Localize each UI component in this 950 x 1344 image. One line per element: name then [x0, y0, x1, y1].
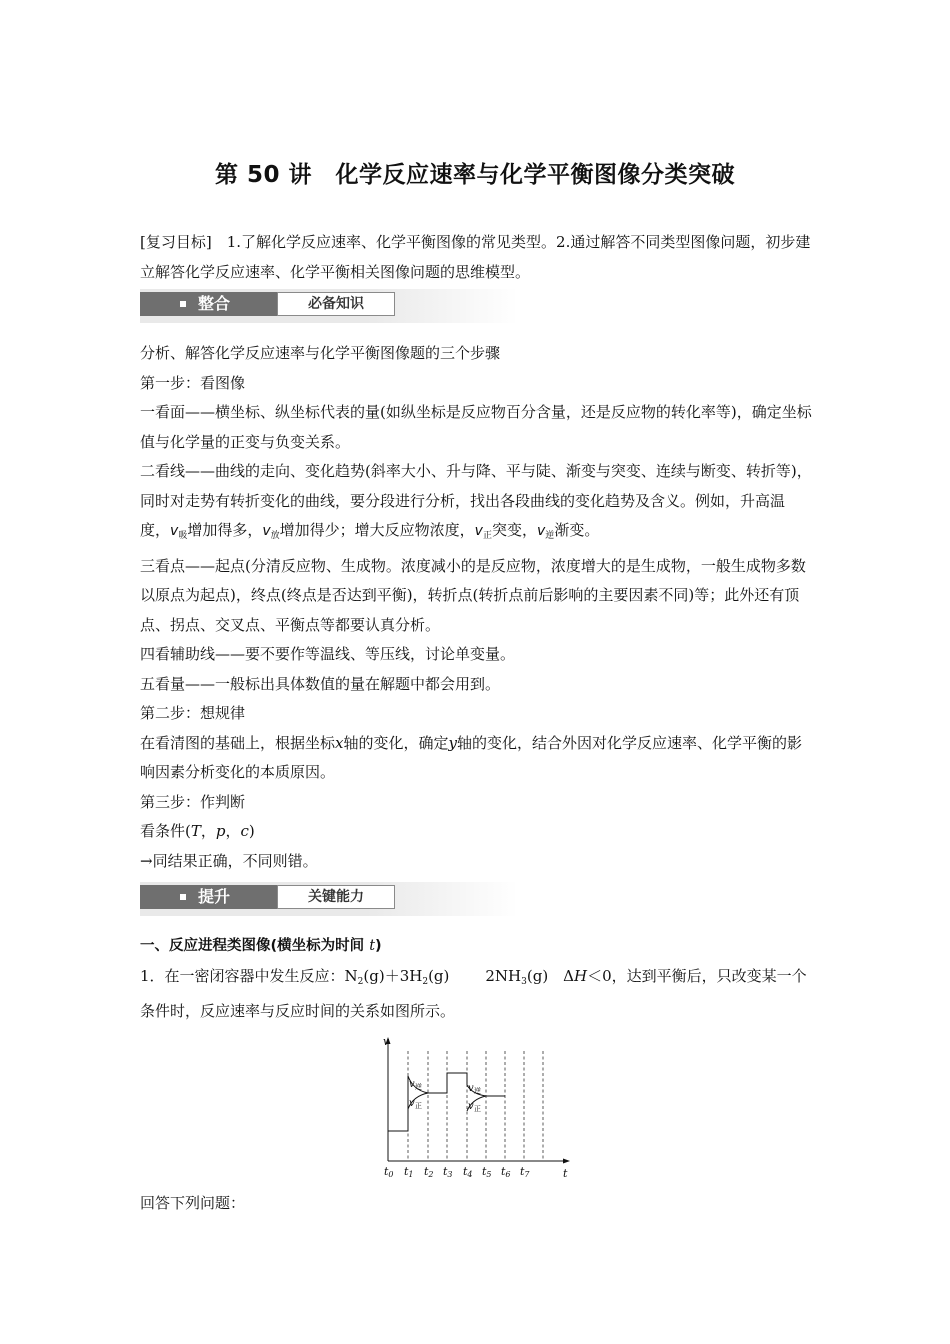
section-banner-integration — [140, 289, 518, 323]
tick-label-t1: t1 — [404, 1164, 414, 1179]
curve-label-v: v — [468, 1082, 474, 1094]
look-line-text: 二看线——曲线的走向、变化趋势(斜率大小、升与降、平与陡、渐变与突变、连续与断变、转折等)，同时对走势有转折变化的曲线，要分段进行分析，找出各段曲线的变化趋势及含义。例如，升高温度， — [140, 462, 812, 539]
banner-main-label: 提升 — [198, 887, 231, 906]
look-quantity: 五看量——一般标出具体数值的量在解题中都会用到。 — [140, 674, 501, 693]
banner-main — [140, 292, 277, 316]
banner-main — [140, 885, 277, 909]
rule-paragraph — [140, 729, 812, 788]
rule-text: 轴的变化，确定 — [343, 733, 449, 752]
banner-side-label: 关键能力 — [277, 885, 395, 909]
curve-label-v: v — [409, 1097, 415, 1109]
tick-label-t3: t3 — [443, 1164, 453, 1179]
question-text: ＜0，达到平衡后，只改变某一个条件时，反应速率与反应时间的关系如图所示。 — [140, 966, 807, 1020]
look-auxiliary-line: 四看辅助线——要不要作等温线、等压线，讨论单变量。 — [140, 645, 516, 663]
velocity-symbol: v — [170, 523, 179, 539]
time-symbol: t — [369, 938, 376, 954]
step-two: 第二步：想规律 — [140, 704, 246, 722]
rule-text: 在看清图的基础上，根据坐标 — [140, 733, 336, 752]
curve-label-sub: 逆 — [415, 1082, 422, 1091]
review-text: 1.了解化学反应速率、化学平衡图像的常见类型。2.通过解答不同类型图像问题，初步建立解答化学反应速率、化学平衡相关图像问题的思维模型。 — [140, 233, 811, 281]
look-line-text: 增加得少；增大反应物浓度， — [279, 521, 475, 539]
y-variable: y — [448, 733, 457, 752]
curve-label-sub: 正 — [415, 1101, 422, 1110]
pressure-symbol: p — [215, 822, 226, 840]
cond-text: ) — [248, 822, 255, 840]
curve-label-v: v — [468, 1100, 474, 1112]
velocity-symbol: v — [537, 523, 546, 539]
square-bullet-icon — [180, 301, 186, 307]
velocity-subscript: 正 — [482, 531, 492, 541]
concentration-symbol: c — [240, 822, 249, 840]
step-one: 第一步：看图像 — [140, 373, 246, 392]
x-variable: x — [335, 733, 344, 752]
page-title: 第 50 讲 化学反应速率与化学平衡图像分类突破 — [214, 162, 736, 188]
question-text: (g)＋3H — [363, 966, 423, 985]
tick-label-t6: t6 — [501, 1164, 511, 1179]
equilibrium-segment — [428, 1073, 467, 1093]
question-text: (g) Δ — [526, 966, 575, 985]
temperature-symbol: T — [190, 822, 201, 840]
velocity-subscript: 放 — [270, 531, 280, 541]
tick-label-t7: t7 — [520, 1164, 530, 1179]
curve-label-sub: 逆 — [474, 1086, 481, 1095]
rate-curves — [388, 1073, 505, 1131]
cond-separator: ， — [225, 822, 241, 840]
answer-prompt: 回答下列问题： — [140, 1193, 246, 1212]
cond-text: 看条件( — [140, 822, 191, 840]
rule-text: 轴的变化，结合外因对化学反应速率、化学平衡的影响因素分析变化的本质原因。 — [140, 733, 802, 781]
curve-label-sub: 正 — [474, 1104, 481, 1113]
x-axis-arrow — [563, 1158, 570, 1163]
tick-labels — [384, 1165, 530, 1179]
velocity-symbol: v — [474, 523, 483, 539]
velocity-subscript: 吸 — [178, 531, 188, 541]
cond-separator: ， — [200, 822, 216, 840]
section-heading — [140, 932, 812, 962]
conditions-line — [140, 817, 812, 847]
curve-label-v: v — [409, 1078, 415, 1090]
tick-label-t4: t4 — [463, 1164, 473, 1179]
step-three: 第三步：作判断 — [140, 792, 246, 811]
look-line-text: 渐变。 — [554, 521, 600, 539]
banner-main-label: 整合 — [198, 294, 231, 313]
section-banner-improvement — [140, 882, 518, 916]
subscript: 2 — [422, 976, 429, 987]
question-1 — [140, 962, 812, 1027]
review-label: [复习目标] — [140, 233, 212, 251]
document-body — [140, 228, 812, 1218]
tick-label-t5: t5 — [482, 1164, 492, 1179]
review-objectives — [140, 228, 812, 287]
question-text: (g) — [428, 966, 450, 985]
tick-label-t0: t0 — [384, 1164, 394, 1179]
look-line-text: 增加得多， — [187, 521, 263, 539]
subscript: 3 — [521, 976, 527, 987]
enthalpy-symbol: H — [574, 966, 588, 985]
initial-rate-segment — [388, 1076, 408, 1131]
rate-time-chart — [376, 1033, 576, 1183]
rate-time-figure — [140, 1033, 812, 1183]
subscript: 2 — [357, 976, 364, 987]
look-line-text: 突变， — [491, 521, 537, 539]
section-heading-text: ) — [375, 938, 382, 954]
question-text: 1．在一密闭容器中发生反应：N — [140, 966, 358, 985]
banner-side-label: 必备知识 — [277, 292, 395, 316]
look-line — [140, 457, 812, 552]
velocity-symbol: v — [262, 523, 271, 539]
velocity-subscript: 逆 — [545, 531, 555, 541]
tick-label-t2: t2 — [424, 1164, 434, 1179]
intro-paragraph: 分析、解答化学反应速率与化学平衡图像题的三个步骤 — [140, 344, 501, 362]
section-heading-text: 一、反应进程类图像(横坐标为时间 — [140, 938, 370, 954]
square-bullet-icon — [180, 894, 186, 900]
x-axis-label: t — [563, 1166, 568, 1180]
question-text: 2NH — [485, 966, 522, 985]
look-point: 三看点——起点(分清反应物、生成物。浓度减小的是反应物，浓度增大的是生成物，一般生成物多数以原点为起点)，终点(终点是否达到平衡)，转折点(转折点前后影响的主要因素不同)等；此外还有顶点、拐点、交叉点、平衡点等都要认真分析。 — [140, 556, 806, 634]
look-face: 一看面——横坐标、纵坐标代表的量(如纵坐标是反应物百分含量，还是反应物的转化率等)，确定坐标值与化学量的正变与负变关系。 — [140, 403, 812, 451]
y-axis-label: v — [383, 1034, 390, 1048]
result-line: →同结果正确，不同则错。 — [140, 851, 318, 870]
